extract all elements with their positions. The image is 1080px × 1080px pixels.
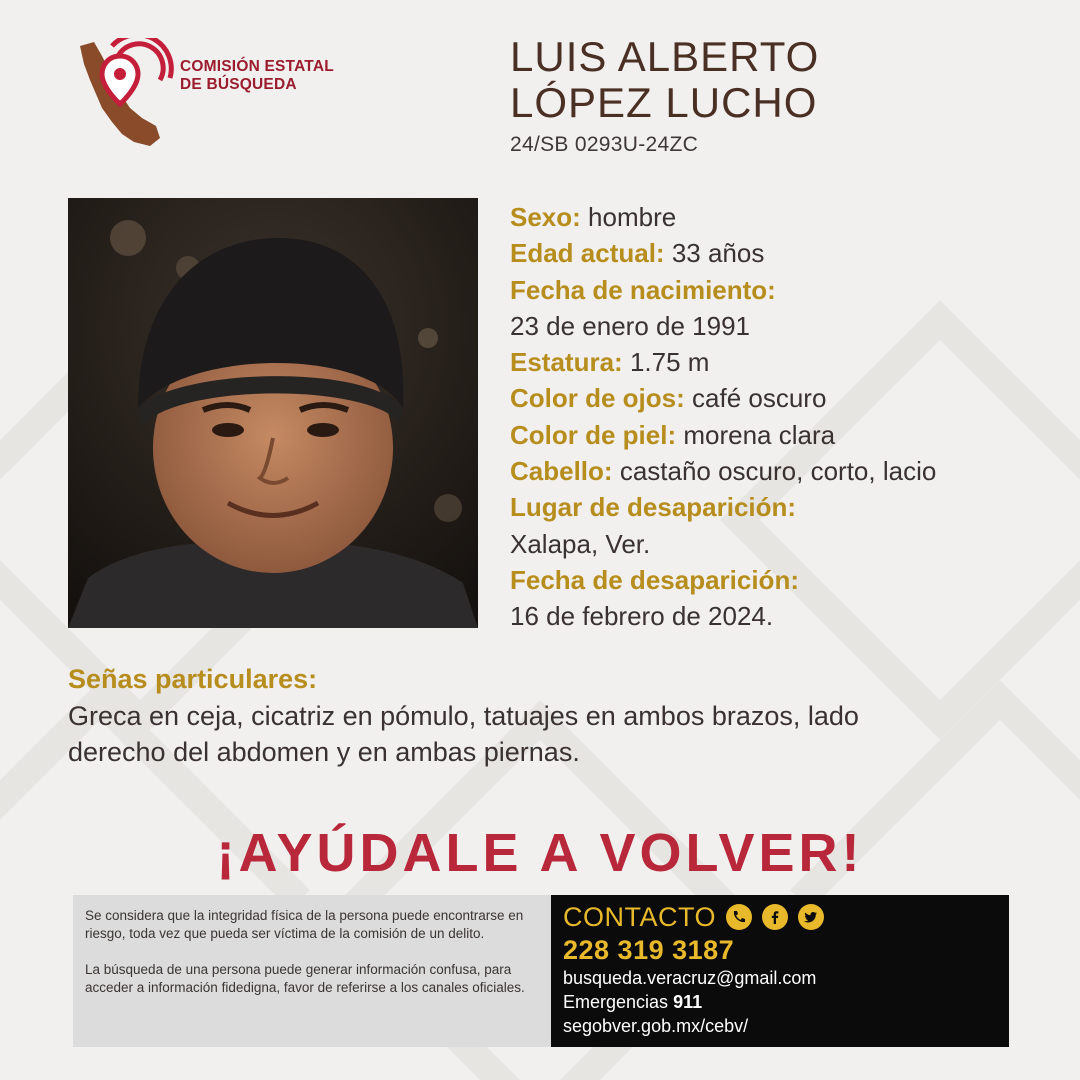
distinguishing-marks [68, 662, 1058, 770]
call-to-action: ¡AYÚDALE A VOLVER! [216, 823, 864, 883]
detail-piel: Color de piel: morena clara [510, 419, 836, 450]
detail-fecha-value: 16 de febrero de 2024. [510, 601, 774, 632]
detail-lugar-label: Lugar de desaparición: [510, 492, 797, 523]
org-name [180, 58, 334, 94]
detail-lugar-value: Xalapa, Ver. [510, 528, 651, 559]
person-name-line2: LÓPEZ LUCHO [510, 79, 818, 126]
veracruz-map-pin-icon [72, 38, 182, 150]
detail-estatura: Estatura: 1.75 m [510, 347, 710, 378]
facebook-icon[interactable] [762, 904, 788, 930]
disclaimer-box [73, 895, 551, 1047]
detail-nacimiento-value: 23 de enero de 1991 [510, 310, 750, 341]
contact-emergency: Emergencias 911 [563, 992, 703, 1012]
disclaimer-paragraph-2: La búsqueda de una persona puede generar información confusa, para acceder a información fidedigna, favor de referirse a los canales oficiales. [85, 962, 525, 995]
detail-nacimiento-label: Fecha de nacimiento: [510, 274, 776, 305]
case-folio: 24/SB 0293U-24ZC [510, 133, 699, 156]
disclaimer-paragraph-1: Se considera que la integridad física de la persona puede encontrarse en riesgo, toda vez que pueda ser víctima de la comisión de un delito. [85, 908, 524, 941]
comision-busqueda-logo [72, 38, 372, 150]
person-details [510, 199, 1070, 635]
detail-fecha-label: Fecha de desaparición: [510, 564, 799, 595]
org-name-line2: DE BÚSQUEDA [180, 76, 297, 93]
org-name-line1: COMISIÓN ESTATAL [180, 58, 334, 75]
contact-box [551, 895, 1009, 1047]
detail-sexo: Sexo: hombre [510, 202, 677, 232]
contact-phone[interactable]: 228 319 3187 [563, 935, 735, 965]
contact-website[interactable]: segobver.gob.mx/cebv/ [563, 1016, 749, 1036]
detail-edad: Edad actual: 33 años [510, 238, 765, 269]
person-name-line1: LUIS ALBERTO [510, 33, 820, 80]
contact-title: CONTACTO [563, 899, 1009, 935]
person-photo [68, 198, 478, 628]
person-name [510, 34, 819, 126]
marks-label: Señas particulares: [68, 664, 318, 694]
contact-email[interactable]: busqueda.veracruz@gmail.com [563, 968, 817, 988]
phone-icon[interactable] [726, 904, 752, 930]
detail-ojos: Color de ojos: café oscuro [510, 383, 827, 414]
marks-description: Greca en ceja, cicatriz en pómulo, tatuajes en ambos brazos, lado derecho del abdomen y en ambas piernas. [68, 701, 859, 767]
detail-cabello: Cabello: castaño oscuro, corto, lacio [510, 456, 937, 487]
twitter-icon[interactable] [798, 904, 824, 930]
